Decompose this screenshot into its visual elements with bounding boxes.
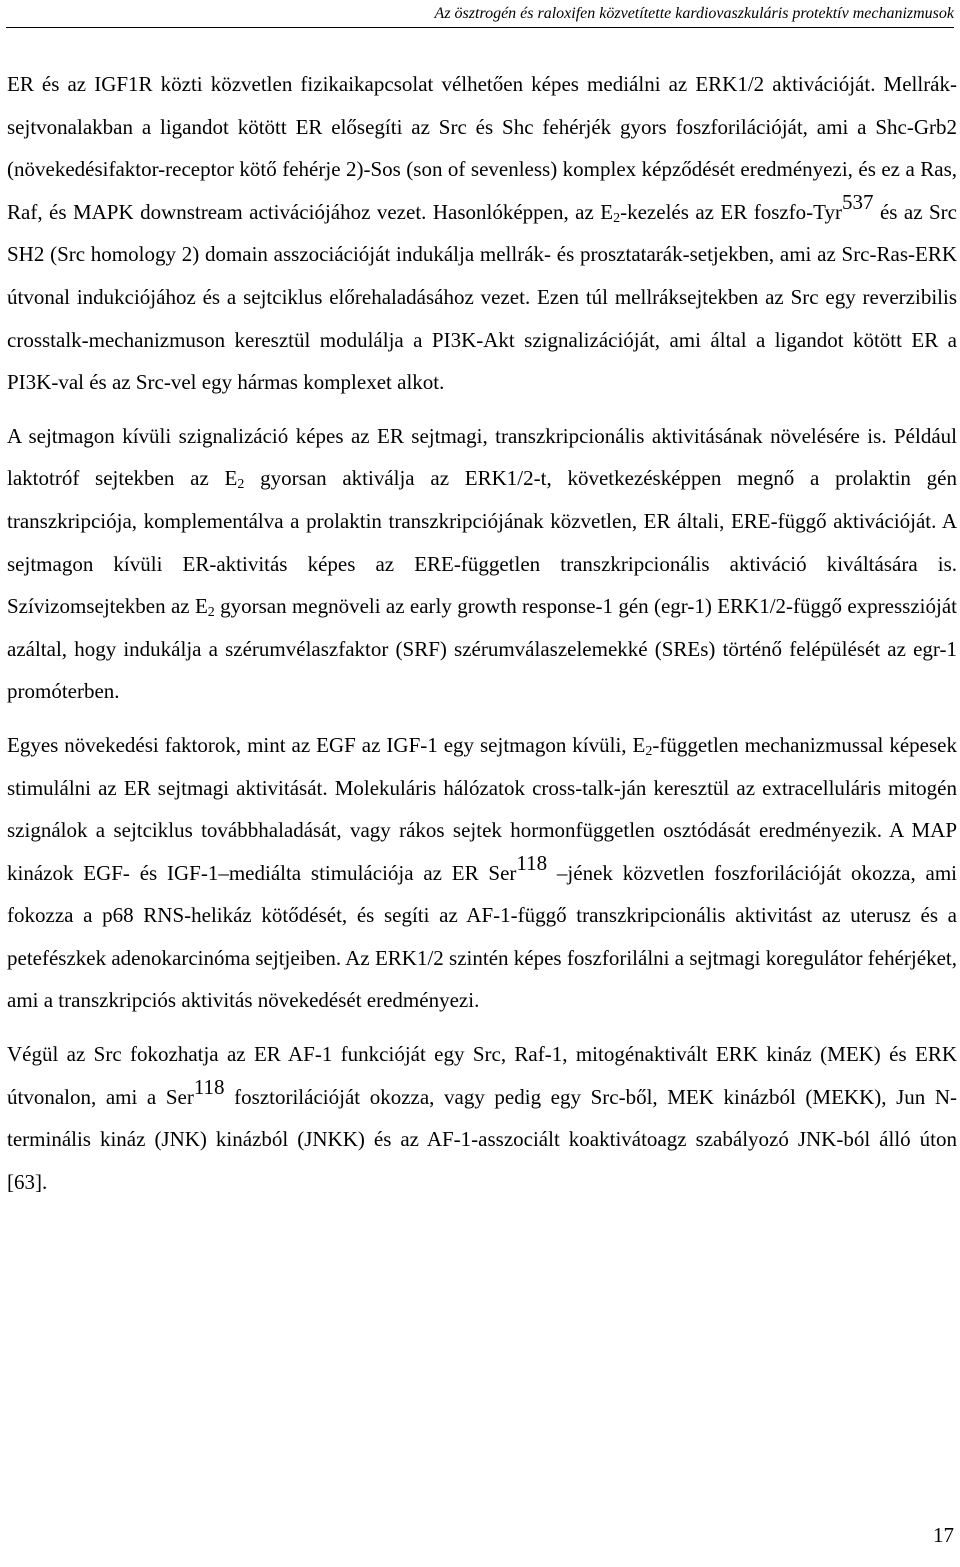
subscript: 2 (207, 605, 215, 621)
subscript: 2 (613, 210, 621, 226)
text-run: fosztorilációját okozza, vagy pedig egy Src-ből, MEK kinázból (MEKK), Jun N-terminális kináz (JNK) kinázból (JNKK) és az AF-1-asszociált koaktivátoagz szabályozó JNK-ból álló úton [63]. (7, 1084, 957, 1194)
text-run: Egyes növekedési faktorok, mint az EGF az IGF-1 egy sejtmagon kívüli, E (7, 732, 646, 757)
text-run: gyorsan aktiválja az ERK1/2-t, következésképpen megnő a prolaktin gén transzkripciója, komplementálva a prolaktin transzkripciójának közvetlen, ER általi, ERE-függő aktivációját. A sejtmagon kívüli ER-aktivitás képes az ERE-független transzkripcionális aktiváció kiváltására is. Szívizomsejtekben az E (7, 466, 957, 619)
superscript: 118 (516, 850, 548, 875)
header-divider (6, 27, 954, 28)
text-run: gyorsan megnöveli az early growth response-1 gén (egr-1) ERK1/2-függő expresszióját azáltal, hogy indukálja a szérumvélaszfaktor (SRF) szérumválaszelemekké (SREs) történő felépülését az egr-1 promóterben. (7, 594, 957, 704)
text-run: -független mechanizmussal képesek stimulálni az ER sejtmagi aktivitását. Molekuláris hálózatok cross-talk-ján keresztül az extracelluláris mitogén szignálok a sejtciklus továbbhaladását, vagy rákos sejtek hormonfüggetlen osztódását eredményezik. A MAP kinázok EGF- és IGF-1–mediálta stimulációja az ER Ser (7, 732, 957, 885)
subscript: 2 (237, 477, 245, 493)
body-text (7, 63, 957, 1214)
text-run: -kezelés az ER foszfo-Tyr (620, 199, 843, 224)
text-run: A sejtmagon kívüli szignalizáció képes az ER sejtmagi, transzkripcionális aktivitásának növelésére is. Például laktotróf sejtekben az E (7, 423, 957, 491)
text-run: ER és az IGF1R közti közvetlen fizikaikapcsolat vélhetően képes mediálni az ERK1/2 aktivációját. Mellrák-sejtvonalakban a ligandot kötött ER elősegíti az Src és Shc fehérjék gyors foszforilációját, ami a Shc-Grb2 (növekedésifaktor-receptor kötő fehérje 2)-Sos (son of sevenless) komplex képződését eredményezi, és ez a Ras, Raf, és MAPK downstream activációjához vezet. Hasonlóképpen, az E (7, 72, 957, 224)
paragraph (7, 415, 957, 713)
text-run: –jének közvetlen foszforilációját okozza, ami fokozza a p68 RNS-helikáz kötődését, és segíti az AF-1-függő transzkripcionális aktivitást az uterusz és a petefészkek adenokarcinóma sejtjeiben. Az ERK1/2 szintén képes foszforilálni a sejtmagi koregulátor fehérjéket, ami a transzkripciós aktivitás növekedését eredményezi. (7, 860, 957, 1013)
text-run: Végül az Src fokozhatja az ER AF-1 funkcióját egy Src, Raf-1, mitogénaktivált ERK kináz (MEK) és ERK útvonalon, ami a Ser (7, 1042, 957, 1109)
superscript: 118 (193, 1074, 225, 1099)
subscript: 2 (645, 743, 653, 759)
superscript: 537 (842, 189, 874, 214)
paragraph (7, 63, 957, 404)
paragraph (7, 724, 957, 1022)
running-header: Az ösztrogén és raloxifen közvetítette kardiovaszkuláris protektív mechanizmusok (434, 5, 954, 22)
text-run: és az Src SH2 (Src homology 2) domain asszociációját indukálja mellrák- és prosztatarák-setjekben, ami az Src-Ras-ERK útvonal indukciójához és a sejtciklus előrehaladásához vezet. Ezen túl mellráksejtekben az Src egy reverzibilis crosstalk-mechanizmuson keresztül modulálja a PI3K-Akt szignalizációját, ami által a ligandot kötött ER a PI3K-val és az Src-vel egy hármas komplexet alkot. (7, 199, 957, 395)
page-number: 17 (933, 1523, 954, 1547)
paragraph (7, 1033, 957, 1203)
